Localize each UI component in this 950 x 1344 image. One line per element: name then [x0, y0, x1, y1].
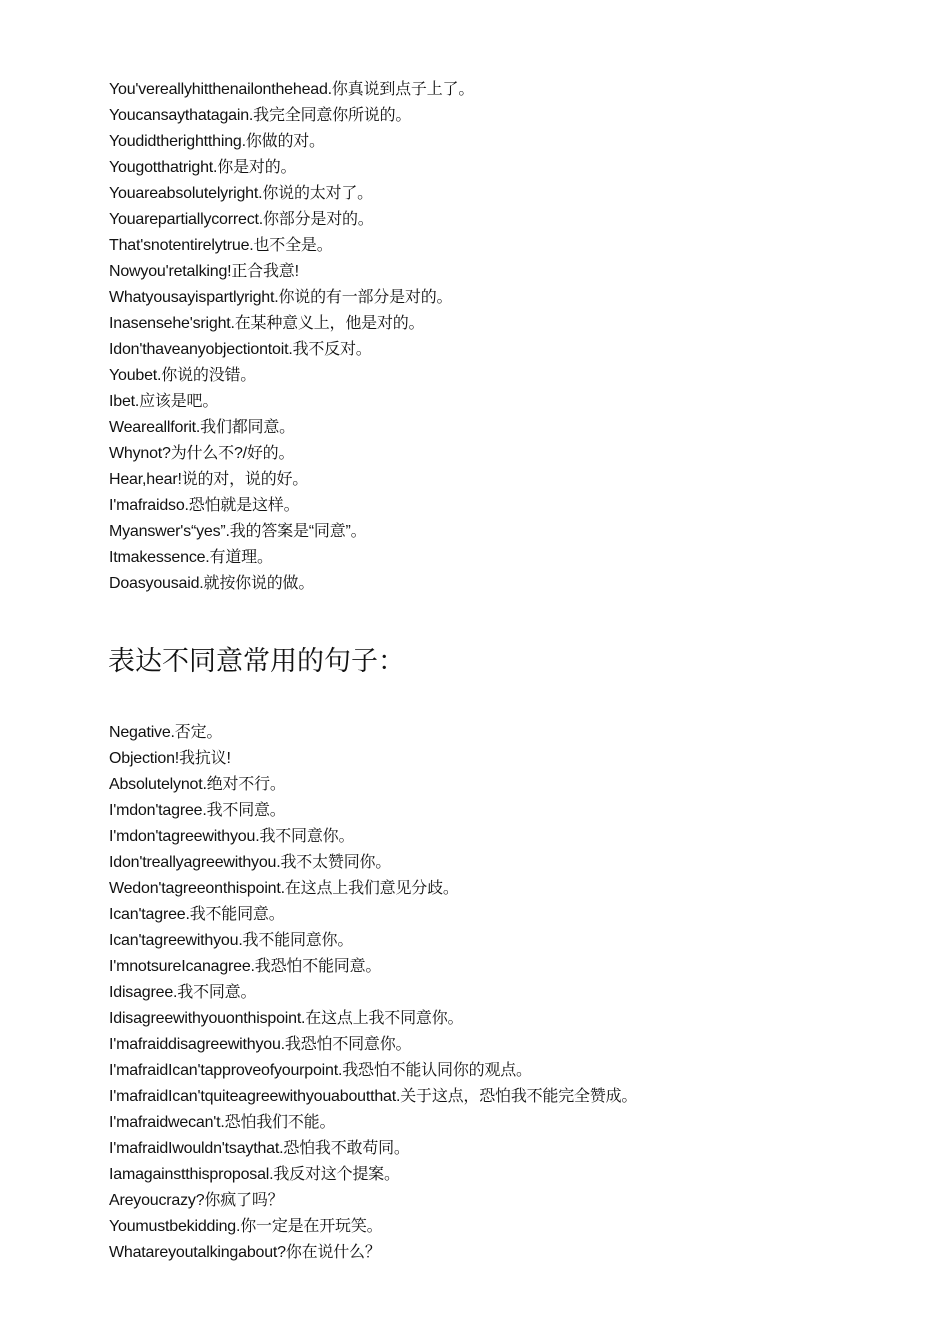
agree-phrase: Yougotthatright.你是对的。: [109, 159, 297, 176]
agree-phrase: Doasyousaid.就按你说的做。: [109, 575, 315, 592]
agree-phrase: Youbet.你说的没错。: [109, 367, 257, 384]
agree-phrase: Idon'thaveanyobjectiontoit.我不反对。: [109, 341, 372, 358]
disagree-phrase: Ican'tagreewithyou.我不能同意你。: [109, 932, 354, 949]
agree-phrase: Youcansaythatagain.我完全同意你所说的。: [109, 107, 412, 124]
disagree-phrase: Idon'treallyagreewithyou.我不太赞同你。: [109, 854, 392, 871]
agree-phrase: Whynot?为什么不?/好的。: [109, 445, 295, 462]
disagree-phrase: I'mafraiddisagreewithyou.我恐怕不同意你。: [109, 1036, 412, 1053]
disagree-phrase: Objection!我抗议!: [109, 750, 231, 767]
agree-phrase: Myanswer's“yes”.我的答案是“同意”。: [109, 523, 367, 540]
agree-phrase: Youareabsolutelyright.你说的太对了。: [109, 185, 373, 202]
disagree-phrase: Areyoucrazy?你疯了吗？: [109, 1192, 284, 1209]
disagree-phrase: I'mafraidIcan'tapproveofyourpoint.我恐怕不能认同你的观点。: [109, 1062, 532, 1079]
agree-phrase: Itmakessence.有道理。: [109, 549, 273, 566]
disagree-phrase: Wedon'tagreeonthispoint.在这点上我们意见分歧。: [109, 880, 459, 897]
disagree-phrase: Iamagainstthisproposal.我反对这个提案。: [109, 1166, 400, 1183]
disagree-phrase-list: [109, 720, 637, 1266]
agree-phrase: Youdidtherightthing.你做的对。: [109, 133, 325, 150]
disagree-phrase: I'mdon'tagree.我不同意。: [109, 802, 286, 819]
agree-phrase: That'snotentirelytrue.也不全是。: [109, 237, 333, 254]
agree-phrase: You'vereallyhitthenailonthehead.你真说到点子上了。: [109, 81, 475, 98]
agree-phrase: Youarepartiallycorrect.你部分是对的。: [109, 211, 374, 228]
disagree-phrase: Absolutelynot.绝对不行。: [109, 776, 286, 793]
agree-phrase: Ibet.应该是吧。: [109, 393, 219, 410]
disagree-phrase: I'mafraidIwouldn'tsaythat.恐怕我不敢苟同。: [109, 1140, 410, 1157]
agree-phrase: Nowyou'retalking!正合我意!: [109, 263, 299, 280]
disagree-phrase: Ican'tagree.我不能同意。: [109, 906, 285, 923]
disagree-phrase: I'mdon'tagreewithyou.我不同意你。: [109, 828, 355, 845]
disagree-phrase: Idisagreewithyouonthispoint.在这点上我不同意你。: [109, 1010, 464, 1027]
disagree-phrase: Whatareyoutalkingabout?你在说什么？: [109, 1244, 381, 1261]
disagree-phrase: I'mafraidwecan't.恐怕我们不能。: [109, 1114, 336, 1131]
agree-phrase: Inasensehe'sright.在某种意义上，他是对的。: [109, 315, 425, 332]
agree-phrase: Hear,hear!说的对，说的好。: [109, 471, 309, 488]
agree-phrase: I'mafraidso.恐怕就是这样。: [109, 497, 300, 514]
agree-phrase-list: [109, 77, 474, 597]
disagree-phrase: Youmustbekidding.你一定是在开玩笑。: [109, 1218, 383, 1235]
disagree-phrase: I'mafraidIcan'tquiteagreewithyouaboutthat.关于这点，恐怕我不能完全赞成。: [109, 1088, 638, 1105]
disagree-phrase: Idisagree.我不同意。: [109, 984, 257, 1001]
disagree-phrase: I'mnotsureIcanagree.我恐怕不能同意。: [109, 958, 382, 975]
agree-phrase: Whatyousayispartlyright.你说的有一部分是对的。: [109, 289, 453, 306]
disagree-section-heading: 表达不同意常用的句子：: [108, 646, 405, 677]
agree-phrase: Weareallforit.我们都同意。: [109, 419, 295, 436]
disagree-phrase: Negative.否定。: [109, 724, 223, 741]
